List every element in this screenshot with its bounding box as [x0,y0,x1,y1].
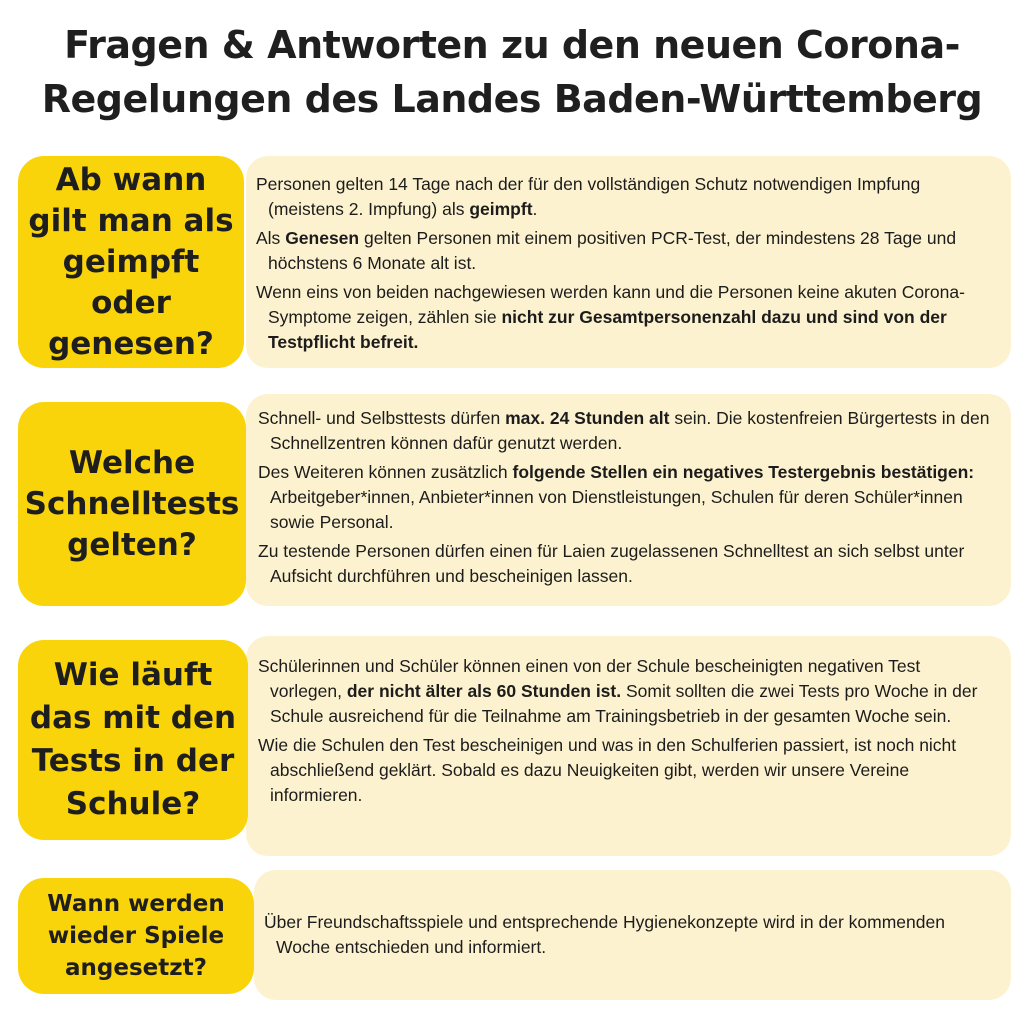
answer-paragraph [256,280,991,355]
answer-text-bold: Genesen [285,228,360,248]
answer-text: Wenn eins von beiden nachgewiesen werden kann und die Personen keine akuten Corona-Symptome zeigen, zählen sie [256,282,965,327]
answer-paragraphs [258,654,991,808]
page-title [0,18,1024,126]
faq-answer-schule [246,636,1011,856]
answer-paragraph [258,460,991,535]
answer-paragraph [256,226,991,276]
answer-text: Des Weiteren können zusätzlich [258,462,513,482]
answer-text: Als [256,228,286,248]
answer-paragraph [258,654,991,729]
answer-text: gelten Personen mit einem positiven PCR-Test, der mindestens 28 Tage und höchstens 6 Monate alt ist. [268,228,957,273]
faq-question-schnelltests [18,402,246,606]
faq-answer-geimpft-genesen [246,156,1011,368]
answer-paragraph [258,539,991,589]
answer-text: Personen gelten 14 Tage nach der für den vollständigen Schutz notwendigen Impfung (meistens 2. Impfung) als [256,174,921,219]
answer-text: . [532,199,538,219]
answer-text: Wie die Schulen den Test bescheinigen und was in den Schulferien passiert, ist noch nicht abschließend geklärt. Sobald es dazu Neuigkeiten gibt, werden wir unsere Vereine informieren. [258,735,957,805]
question-text: Wie läuft das mit den Tests in der Schule? [29,657,237,822]
answer-paragraph [258,733,991,808]
answer-text: Über Freundschaftsspiele und entsprechende Hygienekonzepte wird in der kommenden Woche entschieden und informiert. [264,912,945,957]
answer-text-bold: der nicht älter als 60 Stunden ist. [346,681,622,701]
faq-question-spiele [18,878,254,994]
faq-answer-spiele [254,870,1011,1000]
answer-paragraphs [264,910,991,960]
answer-text-bold: nicht zur Gesamtpersonenzahl dazu und sind von der Testpflicht befreit. [268,307,947,352]
question-text: Ab wann gilt man als geimpft oder genesen? [28,161,234,362]
question-text: Welche Schnelltests gelten? [24,444,240,563]
page-title-line-2: Regelungen des Landes Baden-Württemberg [41,77,983,121]
answer-text-bold: max. 24 Stunden alt [505,408,670,428]
answer-paragraphs [258,406,991,589]
answer-paragraphs [256,172,991,355]
answer-text: Schülerinnen und Schüler können einen von der Schule bescheinigten negativen Test vorlegen, [258,656,921,701]
faq-answer-schnelltests [246,394,1011,606]
faq-question-schule [18,640,248,840]
faq-question-geimpft-genesen [18,156,244,368]
answer-text: Schnell- und Selbsttests dürfen [258,408,506,428]
question-text: Wann werden wieder Spiele angesetzt? [47,891,225,981]
answer-text: Zu testende Personen dürfen einen für Laien zugelassenen Schnelltest an sich selbst unter Aufsicht durchführen und bescheinigen lassen. [258,541,965,586]
answer-text-bold: folgende Stellen ein negatives Testergebnis bestätigen: [512,462,975,482]
answer-text: Arbeitgeber*innen, Anbieter*innen von Dienstleistungen, Schulen für deren Schüler*innen sowie Personal. [270,487,963,532]
answer-paragraph [258,406,991,456]
page-title-line-1: Fragen & Antworten zu den neuen Corona- [64,23,960,67]
answer-text: sein. Die kostenfreien Bürgertests in den Schnellzentren können dafür genutzt werden. [270,408,990,453]
answer-text: Somit sollten die zwei Tests pro Woche in der Schule ausreichend für die Teilnahme am Trainingsbetrieb in der gesamten Woche sein. [270,681,978,726]
answer-paragraph [256,172,991,222]
answer-text-bold: geimpft [469,199,533,219]
answer-paragraph [264,910,991,960]
